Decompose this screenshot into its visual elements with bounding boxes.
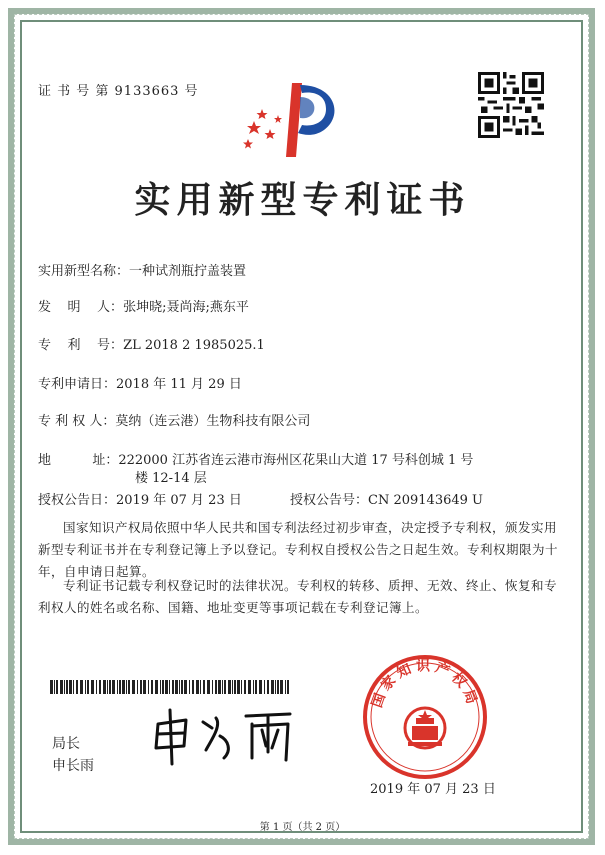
field-value: 2018 年 11 月 29 日 <box>116 377 242 392</box>
field-value: 张坤晓;聂尚海;燕东平 <box>123 300 249 315</box>
field-label: 授权公告号： <box>290 493 369 508</box>
field-patent-number <box>38 334 265 353</box>
field-grant-date <box>38 489 242 508</box>
official-seal <box>360 652 490 782</box>
certificate-title: 实用新型专利证书 <box>134 179 471 221</box>
field-label: 专利申请日： <box>38 377 117 392</box>
field-grant-number <box>290 489 483 508</box>
barcode <box>50 680 290 694</box>
field-value: 2019 年 07 月 23 日 <box>116 493 242 508</box>
field-filing-date <box>38 373 242 392</box>
field-value: 莫纳（连云港）生物科技有限公司 <box>115 414 311 429</box>
field-label: 实用新型名称： <box>38 264 130 279</box>
statement-paragraph-2: 专利证书记载专利权登记时的法律状况。专利权的转移、质押、无效、终止、恢复和专利权人的姓名或名称、国籍、地址变更等事项记载在专利登记簿上。 <box>38 578 558 615</box>
field-address-line2: 楼 12-14 层 <box>135 471 207 486</box>
field-value: CN 209143649 U <box>368 493 483 508</box>
seal-date: 2019 年 07 月 23 日 <box>370 782 496 797</box>
director-name: 申长雨 <box>52 758 94 774</box>
field-label: 地 址： <box>38 453 119 468</box>
field-value: ZL 2018 2 1985025.1 <box>123 338 265 353</box>
certificate-number: 证 书 号 第 9133663 号 <box>38 84 199 99</box>
statement-paragraph-1: 国家知识产权局依照中华人民共和国专利法经过初步审查，决定授予专利权，颁发实用新型专利证书并在专利登记簿上予以登记。专利权自授权公告之日起生效。专利权期限为十年，自申请日起算。 <box>38 520 559 579</box>
field-patentee <box>38 410 310 429</box>
field-address <box>38 449 473 468</box>
handwritten-signature <box>148 706 298 766</box>
field-inventor <box>38 296 249 315</box>
field-label: 授权公告日： <box>38 493 117 508</box>
seal-text: 国家知识产权局 <box>369 658 481 710</box>
svg-text:国家知识产权局 <box>368 658 481 710</box>
page-number: 第 1 页（共 2 页） <box>259 822 346 833</box>
field-label: 专 利 权 人： <box>38 414 116 429</box>
qr-code <box>478 72 544 138</box>
cnipa-logo <box>240 75 350 165</box>
director-title: 局长 <box>52 736 80 752</box>
field-label: 发 明 人： <box>38 300 124 315</box>
field-value: 一种试剂瓶拧盖装置 <box>129 264 247 279</box>
field-value: 222000 江苏省连云港市海州区花果山大道 17 号科创城 1 号 <box>118 453 474 468</box>
field-utility-model-name <box>38 260 246 279</box>
field-label: 专 利 号： <box>38 338 124 353</box>
